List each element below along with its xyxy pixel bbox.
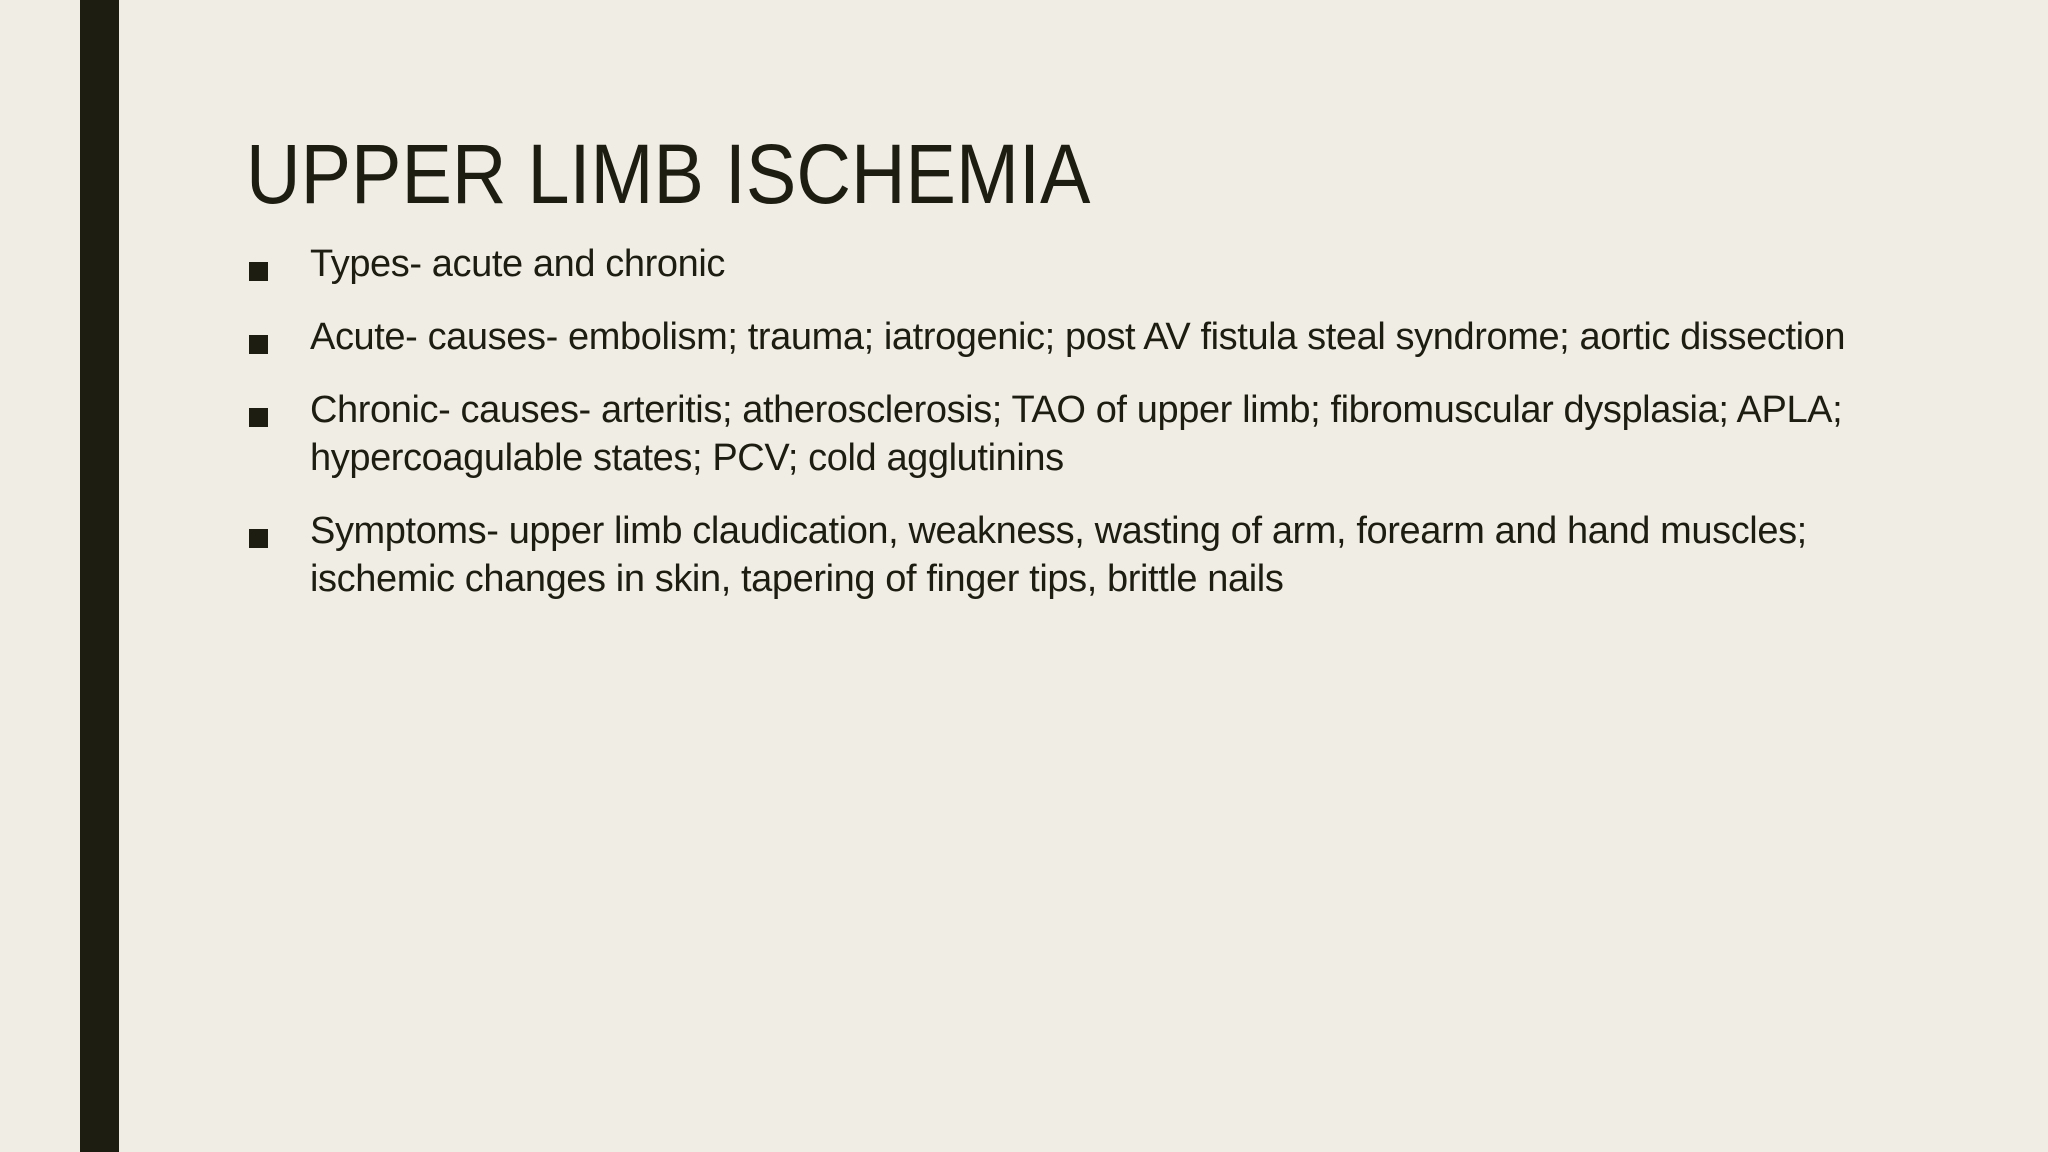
- bullet-list: [246, 240, 1866, 628]
- slide-title: UPPER LIMB ISCHEMIA: [246, 127, 1091, 221]
- square-bullet-icon: [249, 262, 268, 281]
- bullet-item-chronic: [246, 386, 1866, 482]
- bullet-item-acute: [246, 313, 1866, 361]
- square-bullet-icon: [249, 335, 268, 354]
- square-bullet-icon: [249, 529, 268, 548]
- accent-bar: [80, 0, 119, 1152]
- bullet-text: Chronic- causes- arteritis; atherosclerosis; TAO of upper limb; fibromuscular dysplasia; APLA; hypercoagulable states; PCV; cold agglutinins: [310, 389, 1843, 479]
- square-bullet-icon: [249, 408, 268, 427]
- bullet-text: Types- acute and chronic: [310, 243, 725, 285]
- bullet-text: Acute- causes- embolism; trauma; iatrogenic; post AV fistula steal syndrome; aortic dissection: [310, 316, 1846, 358]
- bullet-item-types: [246, 240, 1866, 288]
- bullet-item-symptoms: [246, 507, 1866, 603]
- bullet-text: Symptoms- upper limb claudication, weakness, wasting of arm, forearm and hand muscles; ischemic changes in skin, tapering of finger tips, brittle nails: [310, 510, 1807, 600]
